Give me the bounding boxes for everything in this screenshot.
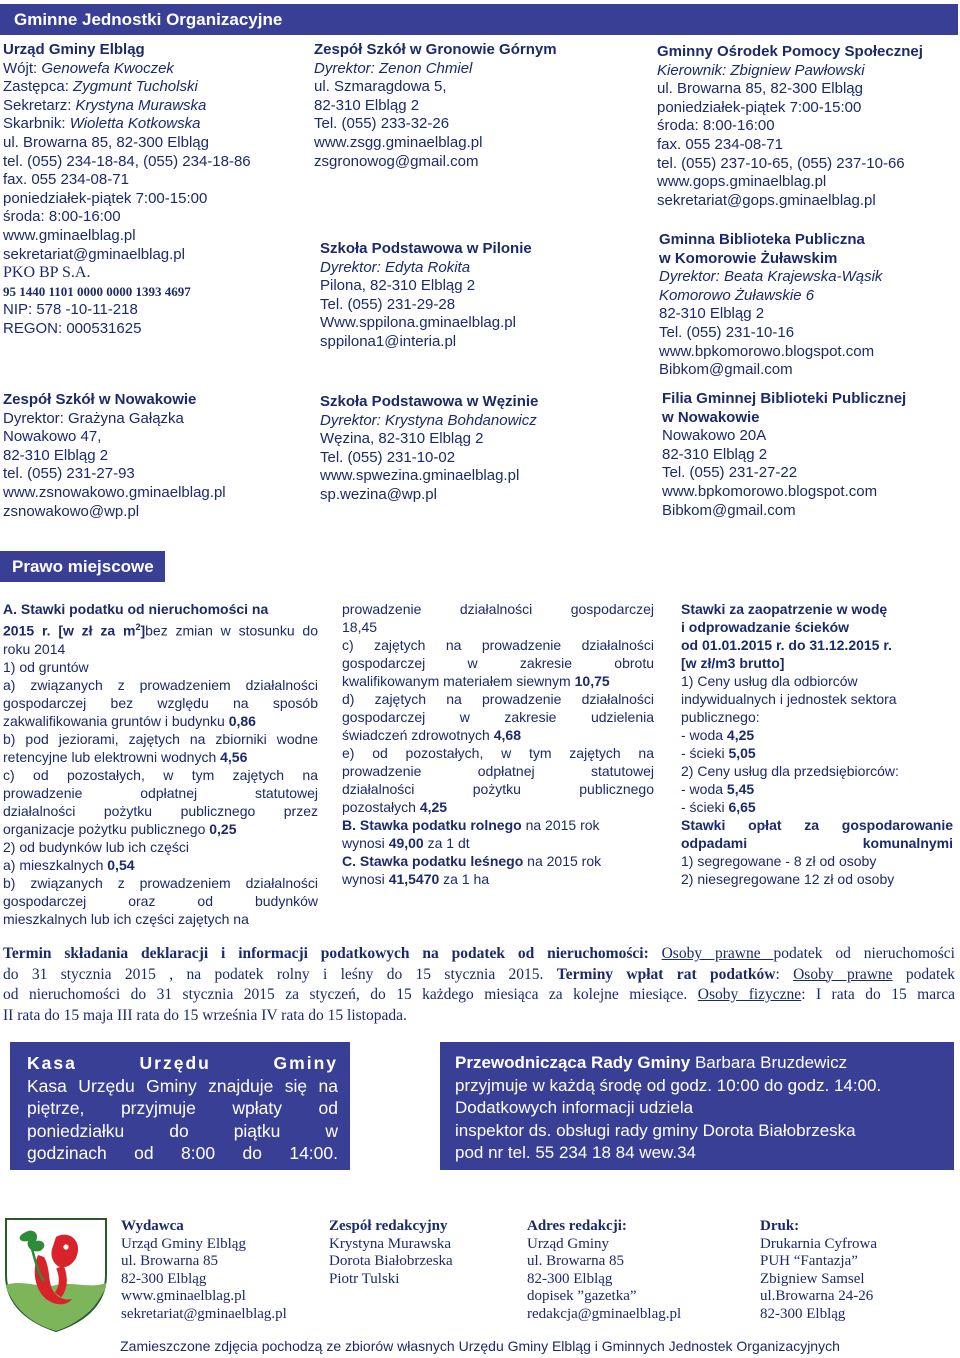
footer-line: Zbigniew Samsel [760,1270,865,1287]
text-line: pozostałych 4,25 [342,799,448,815]
section-header-law [0,551,165,582]
tax-column-property [3,600,318,928]
email[interactable]: sekretariat@gminaelblag.pl [3,245,185,263]
footer-heading: Druk: [760,1218,800,1234]
footer-publisher [121,1218,287,1323]
text-line: a) związanych z prowadzeniem działalności [3,676,318,693]
footer-heading: Wydawca [121,1218,184,1234]
fax: fax. 055 234-08-71 [657,135,783,153]
address: ul. Browarna 85, 82-300 Elbląg [657,80,863,98]
heading: od 01.01.2015 r. do 31.12.2015 r. [681,637,892,653]
email[interactable]: sekretariat@gops.gminaelblag.pl [657,191,876,209]
terms-paragraph [3,944,955,1026]
address: Węzina, 82-310 Elbląg 2 [320,430,484,448]
footer-line: Dorota Białobrzeska [329,1253,453,1269]
coat-of-arms-icon [2,1215,110,1333]
text-line: wynosi 41,5470 za 1 ha [342,871,490,887]
email[interactable]: zsnowakowo@wp.pl [3,502,140,520]
text-line: - ścieki 6,65 [681,799,756,815]
zastepca-line: Zastępca: Zygmunt Tucholski [3,78,198,96]
email[interactable]: sp.wezina@wp.pl [320,485,437,503]
text-line: - woda 5,45 [681,781,755,797]
terms-line: Termin składania deklaracji i informacji podatkowych na podatek od nieruchomości: Osoby prawne podatek od nieruchomości [3,945,955,962]
kasa-line: Kasa Urzędu Gminy znajduje się na [27,1075,338,1096]
address: ul. Szmaragdowa 5, [314,78,447,96]
website[interactable]: www.bpkomorowo.blogspot.com [659,342,875,360]
text-line: a) mieszkalnych 0,54 [3,856,135,873]
kasa-title: Kasa Urzędu Gminy [27,1053,338,1073]
footer-editorial-team [329,1218,453,1288]
hours-weekday: poniedziałek-piątek 7:00-15:00 [3,189,208,207]
terms-line: II rata do 15 maja III rata do 15 września IV rata do 15 listopada. [3,1006,407,1024]
school-name: Zespół Szkół w Gronowie Górnym [314,41,557,58]
text-line: prowadzenie odpłatnej statutowej [342,763,654,779]
director: Dyrektor: Zenon Chmiel [314,59,473,77]
rada-box [440,1042,954,1170]
website[interactable]: www.gops.gminaelblag.pl [657,173,827,191]
rada-title: Przewodnicząca Rady Gminy Barbara Bruzdewicz [455,1053,848,1072]
skarbnik-line: Skarbnik: Wioletta Kotkowska [3,115,201,133]
zs-gronowo-block [314,41,557,171]
tax-column-water [681,600,953,888]
email[interactable]: zsgronowog@gmail.com [314,152,479,170]
kasa-box [10,1042,350,1170]
footer-line: 82-300 Elbląg [121,1270,207,1287]
text-line: indywidualnych i jednostek sektora [681,691,897,707]
phone: Tel. (055) 233-32-26 [314,115,450,133]
biblioteka-block [659,231,882,380]
website[interactable]: www.zsnowakowo.gminaelblag.pl [3,483,226,501]
regon: REGON: 000531625 [3,319,142,337]
library-location: w Komorowie Żuławskim [659,249,838,267]
postal-code: 82-310 Elbląg 2 [314,96,420,114]
heading: A. Stawki podatku od nieruchomości na [3,601,269,617]
gops-block [657,43,923,210]
phone: Tel. (055) 231-10-02 [320,448,456,466]
text-line: 2) od budynków lub ich części [3,838,189,855]
heading: odpadami komunalnymi [681,835,953,851]
section-title: Prawo miejscowe [12,557,154,576]
postal-code: 82-310 Elbląg 2 [662,445,768,463]
text-line: publicznego: [681,709,760,725]
address: ul. Browarna 85, 82-300 Elbląg [3,133,209,151]
filia-block [662,390,906,520]
kasa-line: godzinach od 8:00 do 14:00. [27,1143,338,1163]
urzad-name: Urząd Gminy Elbląg [3,41,145,58]
text-line: świadczeń zdrowotnych 4,68 [342,727,521,743]
bank-account: 95 1440 1101 0000 0000 1393 4697 [3,283,191,299]
website[interactable]: www.gminaelblag.pl [3,226,136,244]
text-line: retencyjne lub elektrowni wodnych 4,56 [3,748,248,765]
text-line: mieszkalnych lub ich części zajętych na [3,910,249,927]
hours-wednesday: środa: 8:00-16:00 [3,208,121,226]
heading-cont: 2015 r. [w zł za $m^2]bez$ zmian w stosunku do [3,622,318,639]
email[interactable]: Bibkom@gmail.com [659,361,793,379]
manager: Kierownik: Zbigniew Pawłowski [657,61,865,79]
text-line: gospodarczej w zakresie obrotu [342,655,654,671]
footer-line: Urząd Gminy Elbląg [121,1235,246,1252]
sekretarz-line: Sekretarz: Krystyna Murawska [3,96,207,114]
agri-tax: B. Stawka podatku rolnego na 2015 rok [342,817,600,833]
address: Nowakowo 47, [3,428,102,446]
nip: NIP: 578 -10-11-218 [3,301,138,319]
text-line: prowadzenie działalności gospodarczej [342,601,654,617]
text-line: 1) Ceny usług dla odbiorców [681,673,858,689]
kasa-line: poniedziałku do piątku w [27,1120,338,1141]
phone: Tel. (055) 231-29-28 [320,295,456,313]
phone: tel. (055) 237-10-65, (055) 237-10-66 [657,154,905,172]
footer-printer [760,1218,877,1323]
footer-website[interactable]: www.gminaelblag.pl [121,1288,246,1304]
address: Komorowo Żuławskie 6 [659,286,815,304]
hours-weekday: poniedziałek-piątek 7:00-15:00 [657,98,862,116]
footer-email[interactable]: redakcja@gminaelblag.pl [527,1305,682,1322]
school-name: Zespół Szkół w Nowakowie [3,391,197,408]
footer-line: Drukarnia Cyfrowa [760,1235,878,1252]
director: Dyrektor: Edyta Rokita [320,258,471,276]
phone: Tel. (055) 231-27-22 [662,464,798,482]
forest-tax: C. Stawka podatku leśnego na 2015 rok [342,853,602,869]
website[interactable]: www.zsgg.gminaelblag.pl [314,133,483,151]
footer-line: ul.Browarna 24-26 [760,1288,874,1304]
tax-column-property-cont [342,600,654,888]
postal-code: 82-310 Elbląg 2 [659,305,765,323]
footer-heading: Adres redakcji: [527,1218,627,1234]
urzad-gminy-block [3,41,251,339]
rada-line: przyjmuje w każdą środę od godz. 10:00 do godz. 14:00. [455,1075,882,1095]
library-name: Filia Gminnej Biblioteki Publicznej [662,390,907,407]
text-line: - woda 4,25 [681,727,755,743]
postal-code: 82-310 Elbląg 2 [3,446,109,464]
phone: tel. (055) 231-27-93 [3,465,135,483]
footer-line: Urząd Gminy [527,1235,610,1252]
heading: Stawki opłat za gospodarowanie [681,817,953,833]
text-line: d) zajętych na prowadzenie działalności [342,691,654,707]
terms-line: od nieruchomości do 31 stycznia 2015 za styczeń, do 15 każdego miesiąca za kolejne miesiące. Osoby fizyczne: I rata do 15 marca [3,986,955,1003]
gops-name: Gminny Ośrodek Pomocy Społecznej [657,43,923,60]
text-line: gospodarczej oraz od budynków [3,892,318,909]
rada-line: Dodatkowych informacji udziela [455,1098,694,1117]
text-line: b) związanych z prowadzeniem działalności [3,874,318,891]
text-line: prowadzenie odpłatnej statutowej [3,784,318,801]
library-location: w Nowakowie [662,408,760,426]
director: Dyrektor: Krystyna Bohdanowicz [320,411,537,429]
kasa-line: piętrze, przyjmuje wpłaty od [27,1098,338,1118]
footer-heading: Zespół redakcyjny [329,1218,448,1234]
website[interactable]: www.spwezina.gminaelblag.pl [320,467,520,485]
school-name: Szkoła Podstawowa w Węzinie [320,393,539,410]
fax: fax. 055 234-08-71 [3,171,129,189]
footer-editorial-address [527,1218,681,1323]
email[interactable]: sppilona1@interia.pl [320,332,457,350]
text-line: c) zajętych na prowadzenie działalności [342,637,654,653]
text-line: roku 2014 [3,640,66,657]
heading: i odprowadzanie ścieków [681,619,850,635]
footer-line: PUH “Fantazja” [760,1253,858,1269]
footer-line: dopisek ”gazetka” [527,1288,637,1304]
footer-photo-note: Zamieszczone zdjęcia pochodzą ze zbiorów własnych Urzędu Gminy Elbląg i Gminnych Jednostek Organizacyjnych [120,1338,840,1354]
footer-line: Piotr Tulski [329,1270,400,1287]
text-line: 18,45 [342,619,378,635]
phone: tel. (055) 234-18-84, (055) 234-18-86 [3,152,251,170]
text-line: działalności pożytku publicznego przez [3,802,318,819]
rada-line: inspektor ds. obsługi rady gminy Dorota Białobrzeska [455,1120,856,1140]
terms-line: do 31 stycznia 2015 , na podatek rolny i leśny do 15 stycznia 2015. Terminy wpłat rat podatków: Osoby prawne podatek [3,965,955,983]
footer-line: 82-300 Elbląg [527,1270,613,1287]
wojt-line: Wójt: Genowefa Kwoczek [3,59,174,77]
sp-wezina-block [320,393,538,505]
text-line: gospodarczej bez względu na sposób [3,694,318,711]
text-line: 2) Ceny usług dla przedsiębiorców: [681,763,899,779]
director: Dyrektor: Grażyna Gałązka [3,409,184,427]
sp-pilona-block [320,240,532,352]
text-line: wynosi 49,00 za 1 dt [342,835,470,851]
footer-email[interactable]: sekretariat@gminaelblag.pl [121,1305,287,1322]
rada-line: pod nr tel. 55 234 18 84 wew.34 [455,1143,697,1162]
section-header-units [0,4,958,35]
section-title: Gminne Jednostki Organizacyjne [14,10,283,29]
website[interactable]: www.bpkomorowo.blogspot.com [662,482,878,500]
phone: Tel. (055) 231-10-16 [659,323,795,341]
email[interactable]: Bibkom@gmail.com [662,501,796,519]
footer-line: ul. Browarna 85 [121,1253,219,1269]
heading: Stawki za zaopatrzenie w wodę [681,601,888,617]
address: Pilona, 82-310 Elbląg 2 [320,277,476,295]
text-line: działalności pożytku publicznego [342,781,654,797]
school-name: Szkoła Podstawowa w Pilonie [320,240,532,257]
text-line: kwalifikowanym materiałem siewnym 10,75 [342,673,610,689]
text-line: - ścieki 5,05 [681,745,756,761]
text-line: gospodarczej w zakresie udzielenia [342,709,654,725]
website[interactable]: Www.sppilona.gminaelblag.pl [320,314,516,332]
text-line: c) od pozostałych, w tym zajętych na [3,766,318,783]
text-line: organizacje pożytku publicznego 0,25 [3,820,237,837]
footer-line: ul. Browarna 85 [527,1253,625,1269]
text-line: zakwalifikowania gruntów i budynku 0,86 [3,712,256,729]
address: Nowakowo 20A [662,427,767,445]
director: Dyrektor: Beata Krajewska-Wąsik [659,268,883,286]
footer-line: 82-300 Elbląg [760,1305,846,1322]
text-line: b) pod jeziorami, zajętych na zbiorniki wodne [3,730,318,747]
heading: [w zł/m3 brutto] [681,655,785,671]
text-line: 1) segregowane - 8 zł od osoby [681,853,877,869]
library-name: Gminna Biblioteka Publiczna [659,231,865,248]
footer-line: Krystyna Murawska [329,1235,452,1252]
zs-nowakowo-block [3,391,226,521]
bank-name: PKO BP S.A. [3,264,91,282]
hours-wednesday: środa: 8:00-16:00 [657,117,775,135]
text-line: e) od pozostałych, w tym zajętych na [342,745,654,761]
text-line: 1) od gruntów [3,658,89,675]
text-line: 2) niesegregowane 12 zł od osoby [681,871,895,887]
